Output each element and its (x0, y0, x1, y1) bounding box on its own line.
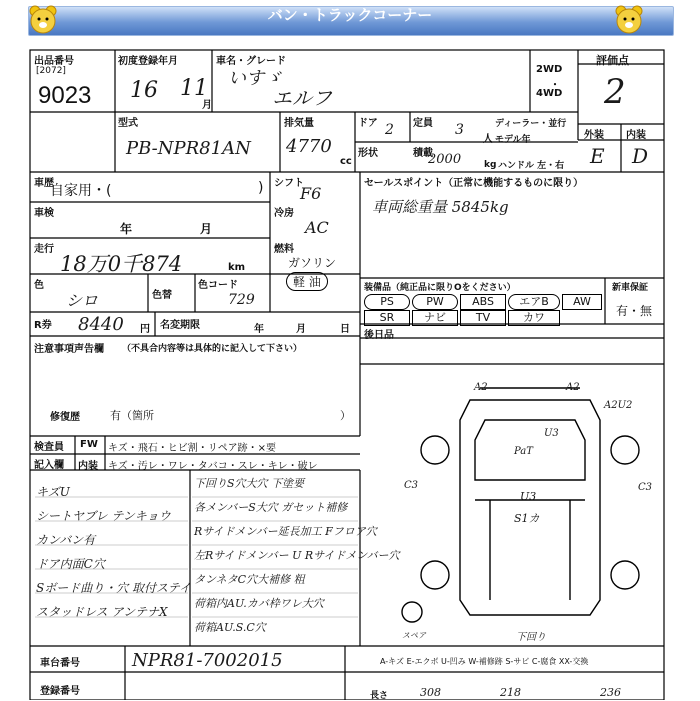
color-code: 729 (228, 292, 255, 308)
shift-value: F6 (300, 184, 322, 203)
equipment-tv: TV (460, 310, 506, 326)
first-reg-label: 初度登録年月 (118, 56, 178, 67)
size-value-length: 308 (420, 686, 441, 699)
remark-left-item: キズU (36, 485, 70, 499)
disp-label: 排気量 (284, 118, 314, 129)
remark-left-item: Sボード曲り・穴 取付ステイ (36, 581, 191, 595)
inspector-label2: 記入欄 (34, 460, 64, 471)
disp-unit: cc (340, 156, 352, 167)
remarks-right (194, 472, 400, 640)
inspector-label1: 検査員 (34, 442, 64, 453)
remark-right-item: Rサイドメンバー延長加工 Fフロア穴 (194, 525, 377, 538)
door-label: ドア (358, 118, 378, 129)
underbody-label: 下回り (516, 632, 546, 643)
handle-label: ハンドル 左・右 (498, 161, 565, 171)
spare-tire-label: スペア (402, 631, 426, 640)
repair-label: 修復歴 (50, 412, 80, 423)
first-reg-year: 16 (130, 78, 158, 103)
damage-mark: U3 (544, 428, 559, 439)
inspector-row2: キズ・汚レ・ワレ・タバコ・スレ・キレ・破レ (108, 461, 318, 472)
namechange-day: 日 (340, 324, 350, 335)
dealer-label: ディーラー・並行 (495, 119, 567, 129)
remark-right-item: 各メンバーS大穴 ガセット補修 (194, 501, 348, 514)
repair-value: 有（箇所 (110, 409, 154, 422)
month-unit: 月 (202, 100, 212, 111)
sales-label: セールスポイント（正常に機能するものに限り） (364, 178, 584, 189)
load-label: 積載 (413, 148, 433, 159)
first-reg-month: 11 (180, 76, 208, 101)
equipment-airbag: エアB (508, 294, 560, 310)
fuel-diesel: 軽 油 (286, 272, 328, 291)
load-unit: kg (484, 160, 497, 170)
remark-right-item: 荷箱AU.S.C穴 (194, 621, 266, 634)
inspect-year: 年 (120, 222, 133, 236)
after-label: 後日品 (364, 330, 394, 341)
new-car-value: 有・無 (616, 304, 653, 318)
use-close: ) (258, 180, 264, 196)
inspector-fw: FW (80, 439, 98, 450)
interior-grade: D (632, 144, 649, 168)
reg-label: 登録番号 (40, 686, 80, 697)
fuel-label: 燃料 (274, 244, 294, 255)
recycle-label: R券 (34, 320, 52, 331)
cap-value: 3 (455, 122, 464, 138)
namechange-year: 年 (254, 324, 264, 335)
drive-dot: ・ (550, 80, 560, 91)
grade-value: 2 (604, 72, 626, 112)
equipment-aw: AW (562, 294, 602, 310)
color2-label: 色替 (152, 290, 172, 301)
color-value: シロ (66, 291, 99, 310)
disp-value: 4770 (286, 136, 332, 157)
maker-name: いすゞ (228, 68, 282, 89)
equipment-abs: ABS (460, 294, 506, 310)
remark-right-item: 下回りS穴大穴 下塗要 (194, 477, 305, 490)
recycle-value: 8440 (78, 314, 124, 335)
use-label: 車歴 (34, 178, 54, 189)
remark-right-item: 荷箱内AU.カバ枠ワレ大穴 (194, 597, 324, 610)
inspector-row1: キズ・飛石・ヒビ割・リペア跡・×要 (108, 443, 276, 454)
ac-label: 冷房 (274, 208, 294, 219)
drive-2wd: 2WD (536, 64, 563, 75)
use-value: 自家用・( (50, 183, 112, 199)
equipment-pw: PW (412, 294, 458, 310)
damage-mark: U3 (520, 490, 537, 503)
damage-mark: C3 (404, 480, 419, 491)
notes-label: 注意事項声告欄 (34, 344, 104, 355)
sales-text: 車両総重量 5845kg (372, 198, 509, 216)
drive-4wd: 4WD (536, 88, 563, 99)
mileage-label: 走行 (34, 244, 54, 255)
remark-left-item: ドア内面C穴 (36, 557, 105, 571)
color-code-label: 色コード (198, 280, 238, 291)
mileage-unit: km (228, 262, 246, 273)
grade-label: 評価点 (596, 54, 629, 67)
size-value-height: 236 (600, 686, 621, 699)
door-value: 2 (385, 122, 394, 138)
equipment-label: 装備品（純正品に限りOをください） (364, 283, 516, 293)
recycle-unit: 円 (140, 324, 150, 335)
remark-left-item: カンバン有 (36, 533, 96, 547)
namechange-label: 名変期限 (160, 320, 200, 331)
fuel-gas: ガソリン (288, 256, 337, 270)
damage-mark: A2 (566, 382, 580, 393)
model-name: エルフ (272, 86, 332, 110)
inspect-label: 車検 (34, 208, 54, 219)
exterior-grade: E (590, 144, 605, 168)
damage-mark: PaT (514, 446, 533, 457)
damage-mark: A2 (474, 382, 488, 393)
exterior-label: 外装 (584, 130, 604, 141)
damage-mark: C3 (638, 482, 653, 493)
interior-label: 内装 (626, 130, 646, 141)
equipment-navi: ナビ (412, 310, 458, 326)
equipment-sr: SR (364, 310, 410, 326)
shape-label: 形状 (358, 148, 378, 159)
equipment-ps: PS (364, 294, 410, 310)
mileage-value: 18万0千874 (60, 252, 183, 276)
load-value: 2000 (428, 152, 462, 167)
new-car-label: 新車保証 (612, 283, 649, 293)
ac-value: AC (305, 218, 329, 237)
damage-mark: S1カ (514, 512, 540, 525)
vehicle-diagram (402, 388, 639, 622)
name-label: 車名・グレード (216, 56, 286, 67)
remark-right-item: 左Rサイドメンバー U Rサイドメンバー穴 (194, 549, 400, 562)
remark-right-item: タンネタC穴大補修 粗 (194, 573, 305, 586)
notes-sub: （不具合内容等は具体的に記入して下さい） (122, 344, 303, 354)
lot-number: 9023 (38, 82, 92, 109)
cap-unit: 人 (483, 134, 493, 145)
lot-label: 出品番号 (34, 56, 74, 67)
shift-label: シフト (274, 178, 304, 189)
size-value-width: 218 (500, 686, 521, 699)
model-year-label: モデル年 (495, 135, 531, 145)
remark-left-item: スタッドレス アンテナX (36, 605, 168, 619)
repair-close: ） (340, 409, 351, 422)
remark-left-item: シートヤブレ テンキョウ (36, 509, 171, 523)
color-label: 色 (34, 280, 44, 291)
banner-title: バン・トラックコーナー (267, 6, 433, 24)
remarks-left (36, 480, 191, 624)
inspect-month: 月 (200, 222, 213, 236)
cap-label: 定員 (413, 118, 433, 129)
inspector-interior: 内装 (78, 461, 98, 472)
chassis-label: 車台番号 (40, 658, 80, 669)
namechange-month: 月 (296, 324, 306, 335)
size-label: 長さ (370, 691, 389, 701)
chassis-value: NPR81-7002015 (132, 650, 283, 671)
damage-mark: A2U2 (604, 400, 633, 411)
equipment-leather: カワ (508, 310, 560, 326)
lot-sub: [2072] (36, 66, 66, 76)
type-label: 型式 (118, 118, 138, 129)
type-value: PB-NPR81AN (126, 138, 251, 159)
damage-legend: A-キズ E-エクボ U-凹み W-補修跡 S-サビ C-腐食 XX-交換 (380, 657, 589, 666)
